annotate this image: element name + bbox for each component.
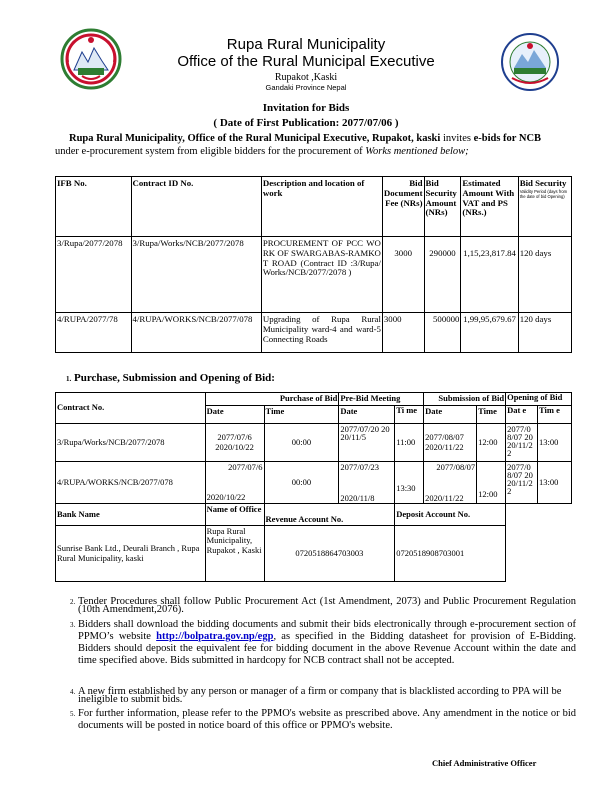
- cell-purchase-date: [205, 462, 264, 504]
- cell-ifb: 3/Rupa/2077/2078: [56, 237, 132, 313]
- note-2: [70, 596, 576, 615]
- cell-purchase-date: 2077/07/6 2020/10/22: [205, 424, 264, 462]
- cell-prebid-time: 13:30: [395, 462, 424, 504]
- table-row: [56, 237, 572, 313]
- bank-header-row: [56, 504, 572, 526]
- bank-row-empty: [506, 526, 572, 582]
- cell-open-time: 13:00: [538, 462, 572, 504]
- cell-office-name: Rupa Rural Municipality, Rupakot , Kaski: [205, 526, 264, 582]
- purchase-date-nepali: 2077/07/6: [228, 462, 263, 472]
- cell-open-time: 13:00: [538, 424, 572, 462]
- schedule-table: [55, 392, 572, 582]
- intro-paragraph: [55, 132, 560, 158]
- note-5-text: For further information, please refer to the PPMO's website as prescribed above. Any amendment in the notice or bid documents will be posted in notice board of this office or PPMO's website.: [78, 708, 576, 731]
- prebid-date-nepali: 2077/07/23: [340, 462, 380, 472]
- ppmo-website-link[interactable]: http://bolpatra.gov.np/egp: [156, 631, 274, 642]
- schedule-header-group: [56, 393, 572, 406]
- cell-open-date: 2077/08/07 2020/11/22: [506, 424, 538, 462]
- cell-doc-fee: 3000: [382, 237, 424, 313]
- cell-sub-date: [424, 462, 477, 504]
- note-3: [70, 619, 576, 667]
- intro-office: Rupa Rural Municipality, Office of the Rural Municipal Executive, Rupakot, kaski: [69, 133, 441, 144]
- cell-sub-time: 12:00: [477, 424, 506, 462]
- bank-header-empty: [506, 504, 572, 526]
- header-doc-fee: Bid Document Fee (NRs): [382, 177, 424, 237]
- header-sub-date: Date: [424, 406, 477, 424]
- header-contract-id: Contract ID No.: [131, 177, 261, 237]
- cell-deposit-account: 0720518908703001: [395, 526, 506, 582]
- cell-contract-id: 3/Rupa/Works/NCB/2077/2078: [131, 237, 261, 313]
- header-purchase-time: Time: [264, 406, 339, 424]
- cell-purchase-time: 00:00: [264, 462, 339, 504]
- office-name: Office of the Rural Municipal Executive: [177, 53, 435, 70]
- cell-validity: 120 days: [518, 313, 571, 353]
- cell-security: 290000: [424, 237, 461, 313]
- header-validity: [518, 177, 571, 237]
- header-prebid-time: Ti me: [395, 406, 424, 424]
- cell-contract-id: 4/RUPA/WORKS/NCB/2077/078: [131, 313, 261, 353]
- header-validity-label: Bid Security: [519, 178, 567, 188]
- header-sub-time: Time: [477, 406, 506, 424]
- section-number: 1.: [66, 375, 72, 383]
- header-purchase: Purchase of Bid: [205, 393, 339, 406]
- header-submission: Submission of Bid: [424, 393, 506, 406]
- header-purchase-date: Date: [205, 406, 264, 424]
- province: Gandaki Province Nepal: [265, 83, 347, 92]
- cell-description: Upgrading of Rupa Rural Municipality ward-4 and ward-5 Connecting Roads: [261, 313, 382, 353]
- cell-prebid-time: 11:00: [395, 424, 424, 462]
- org-name: Rupa Rural Municipality: [226, 36, 386, 53]
- cell-contract-no: 4/RUPA/WORKS/NCB/2077/078: [56, 462, 206, 504]
- header-ifb: IFB No.: [56, 177, 132, 237]
- cell-prebid-date: [339, 462, 395, 504]
- cell-sub-time: 12:00: [477, 462, 506, 504]
- signature: Chief Administrative Officer: [432, 758, 537, 768]
- cell-description: PROCUREMENT OF PCC WORK OF SWARGABAS-RAMKOT ROAD (Contract ID :3/Rupa/Works/NCB/2077/2078 ): [261, 237, 382, 313]
- cell-bank-name: Sunrise Bank Ltd., Deurali Branch , Rupa Rural Municipality, kaski: [56, 526, 206, 582]
- header-prebid: Pre-Bid Meeting: [339, 393, 424, 406]
- note-3-text-b: , as specified in the Bidding datasheet for provision of E-Bidding. Bidders should deposit the equivalent fee for bidding document in the above Revenue Account within the date and time specified above. Bids submitted in hardcopy for NCB contract shall not be accepted.: [78, 631, 576, 666]
- header-open-date: Dat e: [506, 406, 538, 424]
- header-office-name: Name of Office: [205, 504, 264, 526]
- header-description: Description and location of work: [261, 177, 382, 237]
- publication-date: ( Date of First Publication: 2077/07/06 ): [213, 117, 399, 129]
- cell-purchase-time: 00:00: [264, 424, 339, 462]
- header-revenue-account: Revenue Account No.: [264, 504, 395, 526]
- cell-doc-fee: 3000: [382, 313, 424, 353]
- cell-revenue-account: 0720518864703003: [264, 526, 395, 582]
- note-2-number: 2.: [70, 598, 76, 606]
- note-2-text: Tender Procedures shall follow Public Procurement Act (1st Amendment, 2073) and Public Procurement Regulation (10th Amendment,2076).: [78, 596, 576, 615]
- header-validity-note: Validity Period (days from the date of bid Opening): [519, 188, 568, 199]
- cell-prebid-date: 2077/07/20 2020/11/5: [339, 424, 395, 462]
- note-4-number: 4.: [70, 688, 76, 696]
- sub-date-english: 2020/11/22: [425, 493, 464, 503]
- sub-date-nepali: 2077/08/07: [436, 462, 476, 472]
- bank-row: [56, 526, 572, 582]
- header-contract-no: Contract No.: [56, 393, 206, 424]
- note-4-text: A new firm established by any person or manager of a firm or company that is blacklisted according to PPA will be ineligible to submit bids.: [78, 686, 562, 705]
- cell-contract-no: 3/Rupa/Works/NCB/2077/2078: [56, 424, 206, 462]
- note-5: [70, 708, 576, 732]
- cell-sub-date: 2077/08/07 2020/11/22: [424, 424, 477, 462]
- cell-estimated: 1,15,23,817.84: [461, 237, 518, 313]
- table-row: [56, 313, 572, 353]
- table-row: [56, 462, 572, 504]
- bids-table: [55, 176, 572, 353]
- note-5-number: 5.: [70, 710, 76, 718]
- header-deposit-account: Deposit Account No.: [395, 504, 506, 526]
- note-4: [70, 686, 576, 705]
- cell-open-date: 2077/08/07 2020/11/22: [506, 462, 538, 504]
- intro-works: Works mentioned below;: [365, 146, 469, 157]
- table-row: [56, 424, 572, 462]
- header-open-time: Tim e: [538, 406, 572, 424]
- header-bank-name: Bank Name: [56, 504, 206, 526]
- prebid-date-english: 2020/11/8: [340, 493, 375, 503]
- note-3-text-a: Bidders shall download the bidding documents and submit their bids electronically through e-procurement section of PPMO’s website: [78, 619, 576, 642]
- intro-rest: under e-procurement system from eligible bidders for the procurement of: [55, 146, 366, 157]
- cell-security: 500000: [424, 313, 461, 353]
- intro-ebids: e-bids for NCB: [473, 133, 542, 144]
- header-opening: Opening of Bid: [506, 393, 572, 406]
- intro-mid: invites: [440, 133, 474, 144]
- bids-table-header: [56, 177, 572, 237]
- address: Rupakot ,Kaski: [274, 72, 338, 83]
- header-security: Bid Security Amount (NRs): [424, 177, 461, 237]
- section-title: Purchase, Submission and Opening of Bid:: [74, 372, 275, 384]
- section-heading: [66, 372, 275, 384]
- purchase-date-english: 2020/10/22: [206, 491, 246, 502]
- notice-title: Invitation for Bids: [262, 102, 350, 114]
- note-3-number: 3.: [70, 621, 76, 629]
- cell-estimated: 1,99,95,679.67: [461, 313, 518, 353]
- cell-ifb: 4/RUPA/2077/78: [56, 313, 132, 353]
- header-prebid-date: Date: [339, 406, 395, 424]
- cell-validity: 120 days: [518, 237, 571, 313]
- header-estimated: Estimated Amount With VAT and PS (NRs.): [461, 177, 518, 237]
